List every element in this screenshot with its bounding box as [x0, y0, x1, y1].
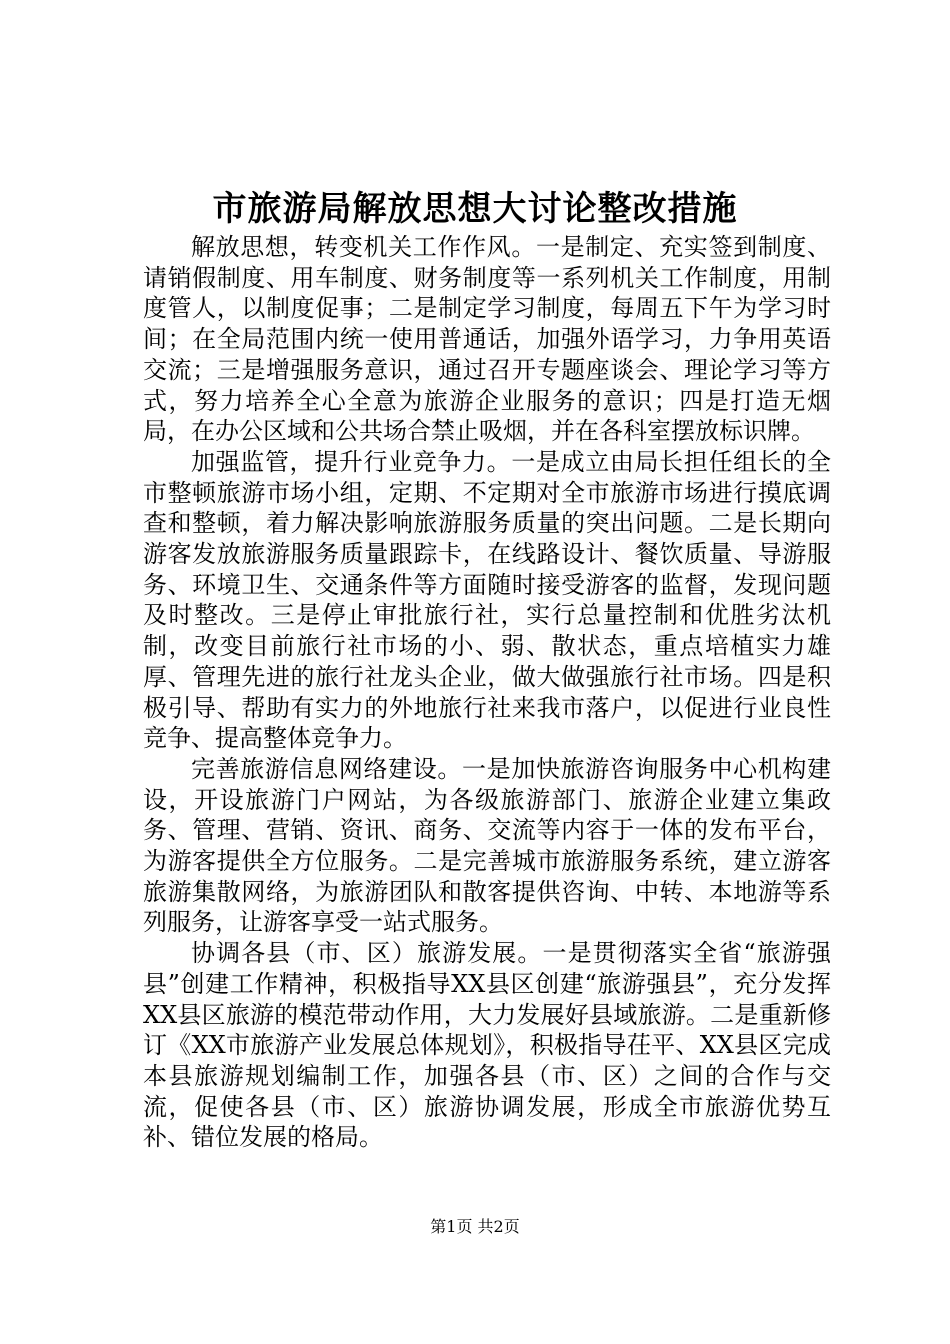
document-body [143, 232, 831, 1153]
paragraph-4: 协调各县（市、区）旅游发展。一是贯彻落实全省“旅游强县”创建工作精神，积极指导XX县区创建“旅游强县”，充分发挥XX县区旅游的模范带动作用，大力发展好县域旅游。二是重新修订《XX市旅游产业发展总体规划》，积极指导茌平、XX县区完成本县旅游规划编制工作，加强各县（市、区）之间的合作与交流，促使各县（市、区）旅游协调发展，形成全市旅游优势互补、错位发展的格局。 [143, 939, 831, 1152]
paragraph-2: 加强监管，提升行业竞争力。一是成立由局长担任组长的全市整顿旅游市场小组，定期、不定期对全市旅游市场进行摸底调查和整顿，着力解决影响旅游服务质量的突出问题。二是长期向游客发放旅游服务质量跟踪卡，在线路设计、餐饮质量、导游服务、环境卫生、交通条件等方面随时接受游客的监督，发现问题及时整改。三是停止审批旅行社，实行总量控制和优胜劣汰机制，改变目前旅行社市场的小、弱、散状态，重点培植实力雄厚、管理先进的旅行社龙头企业，做大做强旅行社市场。四是积极引导、帮助有实力的外地旅行社来我市落户，以促进行业良性竞争、提高整体竞争力。 [143, 447, 831, 753]
paragraph-1: 解放思想，转变机关工作作风。一是制定、充实签到制度、请销假制度、用车制度、财务制度等一系列机关工作制度，用制度管人，以制度促事；二是制定学习制度，每周五下午为学习时间；在全局范围内统一使用普通话，加强外语学习，力争用英语交流；三是增强服务意识，通过召开专题座谈会、理论学习等方式，努力培养全心全意为旅游企业服务的意识；四是打造无烟局，在办公区域和公共场合禁止吸烟，并在各科室摆放标识牌。 [143, 233, 831, 446]
document-title: 市旅游局解放思想大讨论整改措施 [212, 189, 738, 229]
paragraph-3: 完善旅游信息网络建设。一是加快旅游咨询服务中心机构建设，开设旅游门户网站，为各级旅游部门、旅游企业建立集政务、管理、营销、资讯、商务、交流等内容于一体的发布平台，为游客提供全方位服务。二是完善城市旅游服务系统，建立游客旅游集散网络，为旅游团队和散客提供咨询、中转、本地游等系列服务，让游客享受一站式服务。 [143, 754, 831, 937]
page-number-footer: 第1页 共2页 [430, 1217, 520, 1236]
